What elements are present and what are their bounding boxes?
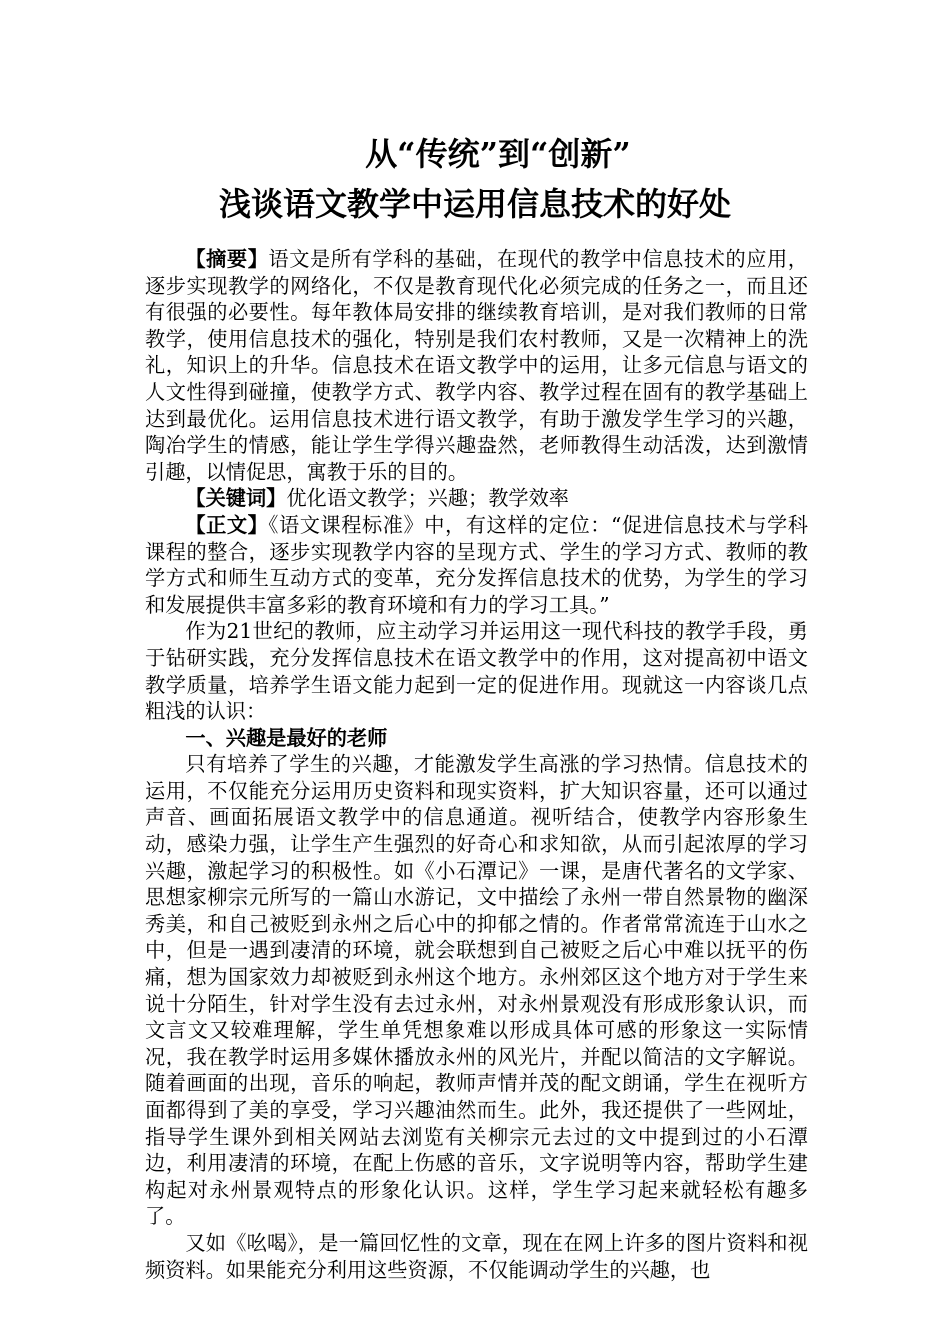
abstract-paragraph [145,246,808,485]
document-title-line1: 从“传统”到“创新” [365,135,631,173]
keywords-paragraph [145,485,808,512]
document-body [145,246,808,1283]
section1-paragraph: 只有培养了学生的兴趣，才能激发学生高涨的学习热情。信息技术的运用，不仅能充分运用历史资料和现实资料，扩大知识容量，还可以通过声音、画面拓展语文教学中的信息通道。视听结合，使教学内容形象生动，感染力强，让学生产生强烈的好奇心和求知欲，从而引起浓厚的学习兴趣，激起学习的积极性。如《小石潭记》一课，是唐代著名的文学家、思想家柳宗元所写的一篇山水游记，文中描绘了永州一带自然景物的幽深秀美，和自己被贬到永州之后心中的抑郁之情的。作者常常流连于山水之中，但是一遇到凄清的环境，就会联想到自己被贬之后心中难以抚平的伤痛，想为国家效力却被贬到永州这个地方。永州郊区这个地方对于学生来说十分陌生，针对学生没有去过永州，对永州景观没有形成形象认识，而文言文又较难理解，学生单凭想象难以形成具体可感的形象这一实际情况，我在教学时运用多媒休播放永州的风光片，并配以简洁的文字解说。随着画面的出现，音乐的响起，教师声情并茂的配文朗诵，学生在视听方面都得到了美的享受，学习兴趣油然而生。此外，我还提供了一些网址，指导学生课外到相关网站去浏览有关柳宗元去过的文中提到过的小石潭边，利用凄清的环境，在配上伤感的音乐，文字说明等内容，帮助学生建构起对永州景观特点的形象化认识。这样，学生学习起来就轻松有趣多了。 [145,752,808,1229]
intro-paragraph: 作为21世纪的教师，应主动学习并运用这一现代科技的教学手段，勇于钻研实践，充分发挥信息技术在语文教学中的作用，这对提高初中语文教学质量，培养学生语文能力起到一定的促进作用。现就这一内容谈几点粗浅的认识： [145,619,808,724]
abstract-label: 【摘要】 [185,247,269,271]
document-title-line2: 浅谈语文教学中运用信息技术的好处 [218,185,731,223]
keywords-text: 优化语文教学；兴趣；教学效率 [286,486,569,511]
keywords-label: 【关键词】 [185,486,287,511]
example2-paragraph: 又如《吆喝》，是一篇回忆性的文章，现在在网上许多的图片资料和视频资料。如果能充分利用这些资源，不仅能调动学生的兴趣，也 [145,1230,808,1282]
abstract-text: 语文是所有学科的基础，在现代的教学中信息技术的应用，逐步实现教学的网络化，不仅是教育现代化必须完成的任务之一，而且还有很强的必要性。每年教体局安排的继续教育培训，是对我们教师的日常教学，使用信息技术的强化，特别是我们农村教师，又是一次精神上的洗礼，知识上的升华。信息技术在语文教学中的运用，让多元信息与语文的人文性得到碰撞，使教学方式、教学内容、教学过程在固有的教学基础上达到最优化。运用信息技术进行语文教学，有助于激发学生学习的兴趣，陶冶学生的情感，能让学生学得兴趣盎然，老师教得生动活泼，达到激情引趣，以情促思，寓教于乐的目的。 [145,247,808,484]
main-text-body: 《语文课程标准》中，有这样的定位：“促进信息技术与学科课程的整合，逐步实现教学内容的呈现方式、学生的学习方式、教师的教学方式和师生互动方式的变革，充分发挥信息技术的优势，为学生的学习和发展提供丰富多彩的教育环境和有力的学习工具。” [145,512,808,617]
main-text-paragraph [145,512,808,618]
section-heading-interest: 一、兴趣是最好的老师 [185,725,388,750]
main-text-label: 【正文】 [185,512,269,537]
